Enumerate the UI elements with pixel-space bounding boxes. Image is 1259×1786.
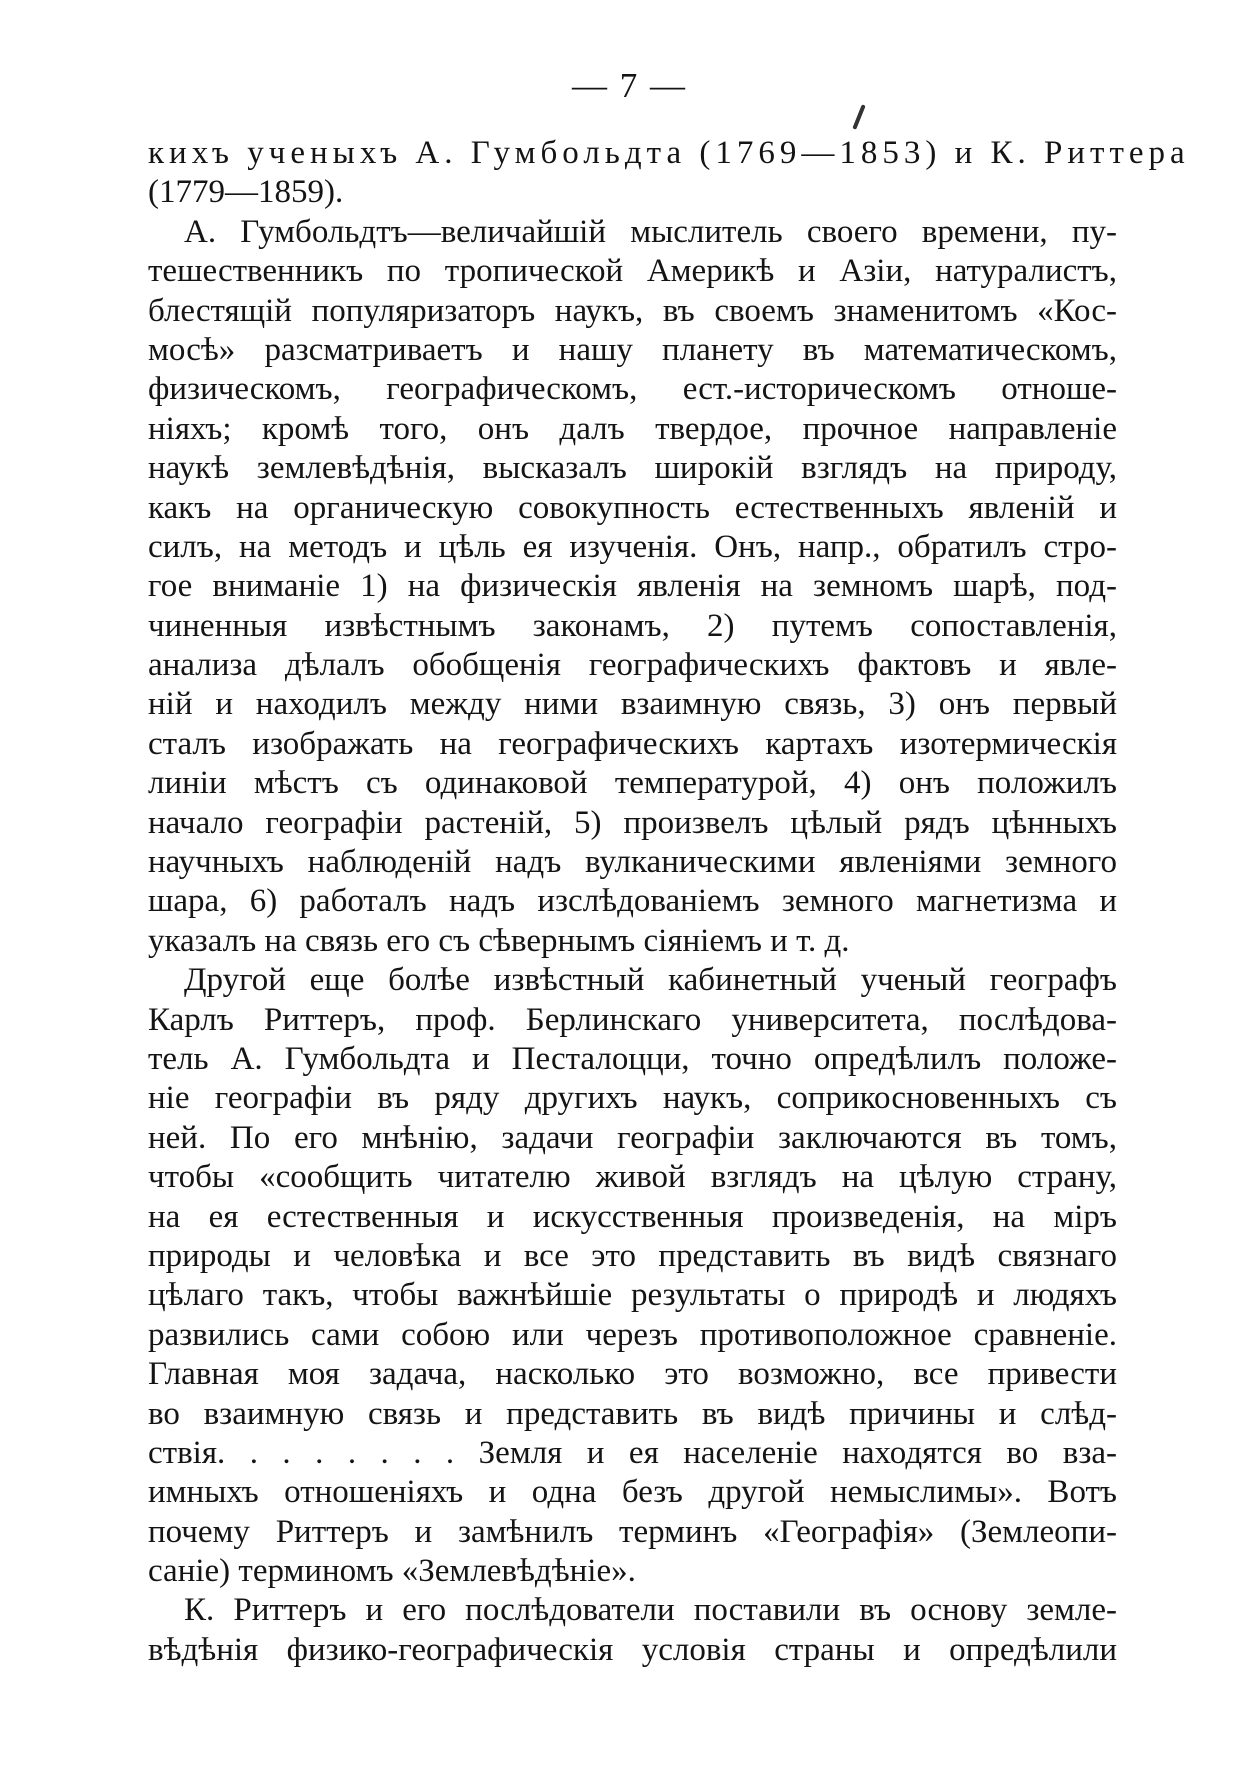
- page-number: — 7 —: [572, 66, 687, 105]
- text-line: мосѣ» разсматриваетъ и нашу планету въ математическомъ,: [148, 331, 1117, 368]
- text-line: Карлъ Риттеръ, проф. Берлинскаго университета, послѣдова-: [148, 1001, 1117, 1038]
- text-line: почему Риттеръ и замѣнилъ терминъ «Географiя» (Землеопи-: [148, 1513, 1117, 1550]
- body-text: [148, 134, 1190, 1670]
- text-line: нiй и находилъ между ними взаимную связь, 3) онъ первый: [148, 686, 1117, 723]
- pencil-mark: [852, 104, 865, 130]
- text-line: анализа дѣлалъ обобщенiя географическихъ фактовъ и явле-: [148, 647, 1117, 684]
- text-line: А. Гумбольдтъ—величайшiй мыслитель своего времени, пу-: [184, 213, 1117, 250]
- text-line: научныхъ наблюденiй надъ вулканическими явленiями земного: [148, 844, 1117, 881]
- text-line: (1779—1859).: [148, 174, 344, 211]
- text-line: блестящiй популяризаторъ наукъ, въ своемъ знаменитомъ «Кос-: [148, 292, 1117, 329]
- text-line: имныхъ отношенiяхъ и одна безъ другой немыслимы». Вотъ: [148, 1474, 1117, 1511]
- text-line: начало географiи растенiй, 5) произвелъ цѣлый рядъ цѣнныхъ: [148, 804, 1117, 841]
- text-line: чиненныя извѣстнымъ законамъ, 2) путемъ сопоставленiя,: [148, 607, 1117, 644]
- text-line: нiе географiи въ ряду другихъ наукъ, соприкосновенныхъ съ: [148, 1080, 1117, 1117]
- text-line: тешественникъ по тропической Америкѣ и Азiи, натуралистъ,: [148, 253, 1117, 290]
- text-line: ней. По его мнѣнiю, задачи географiи заключаются въ томъ,: [148, 1119, 1117, 1156]
- text-line: гое вниманiе 1) на физическiя явленiя на земномъ шарѣ, под-: [148, 568, 1117, 605]
- text-line: чтобы «сообщить читателю живой взглядъ на цѣлую страну,: [148, 1159, 1117, 1196]
- text-line: ствiя. . . . . . . . Земля и ея населенiе находятся во вза-: [148, 1434, 1117, 1471]
- text-line: К. Риттеръ и его послѣдователи поставили въ основу земле-: [184, 1592, 1117, 1629]
- text-line: Главная моя задача, насколько это возможно, все привести: [148, 1356, 1117, 1393]
- text-line: сталъ изображать на географическихъ картахъ изотермическiя: [148, 725, 1117, 762]
- text-line: какъ на органическую совокупность естественныхъ явленiй и: [148, 489, 1117, 526]
- text-line: тель А. Гумбольдта и Песталоцци, точно опредѣлилъ положе-: [148, 1040, 1117, 1077]
- text-line: физическомъ, географическомъ, ест.-историческомъ отноше-: [148, 371, 1117, 408]
- text-line: природы и человѣка и все это представить въ видѣ связнаго: [148, 1237, 1117, 1274]
- text-line: силъ, на методъ и цѣль ея изученiя. Онъ, напр., обратилъ стро-: [148, 528, 1117, 565]
- text-line: шара, 6) работалъ надъ изслѣдованiемъ земного магнетизма и: [148, 883, 1117, 920]
- text-line: Другой еще болѣе извѣстный кабинетный ученый географъ: [184, 962, 1117, 999]
- text-line: во взаимную связь и представить въ видѣ причины и слѣд-: [148, 1395, 1117, 1432]
- text-line: развились сами собою или черезъ противоположное сравненiе.: [148, 1316, 1117, 1353]
- text-line: нiяхъ; кромѣ того, онъ далъ твердое, прочное направленiе: [148, 410, 1117, 447]
- text-line: кихъ ученыхъ А. Гумбольдта (1769—1853) и К. Риттера: [148, 135, 1190, 171]
- text-line: вѣдѣнiя физико-географическiя условiя страны и опредѣлили: [148, 1631, 1117, 1668]
- text-line: на ея естественныя и искусственныя произведенiя, на мiръ: [148, 1198, 1117, 1235]
- text-line: цѣлаго такъ, чтобы важнѣйшiе результаты о природѣ и людяхъ: [148, 1277, 1117, 1314]
- text-line: наукѣ землевѣдѣнiя, высказалъ широкiй взглядъ на природу,: [148, 450, 1117, 487]
- text-line: указалъ на связь его съ сѣвернымъ сiянiемъ и т. д.: [148, 922, 850, 959]
- text-line: линiи мѣстъ съ одинаковой температурой, 4) онъ положилъ: [148, 765, 1117, 802]
- text-line: санiе) терминомъ «Землевѣдѣнiе».: [148, 1553, 636, 1590]
